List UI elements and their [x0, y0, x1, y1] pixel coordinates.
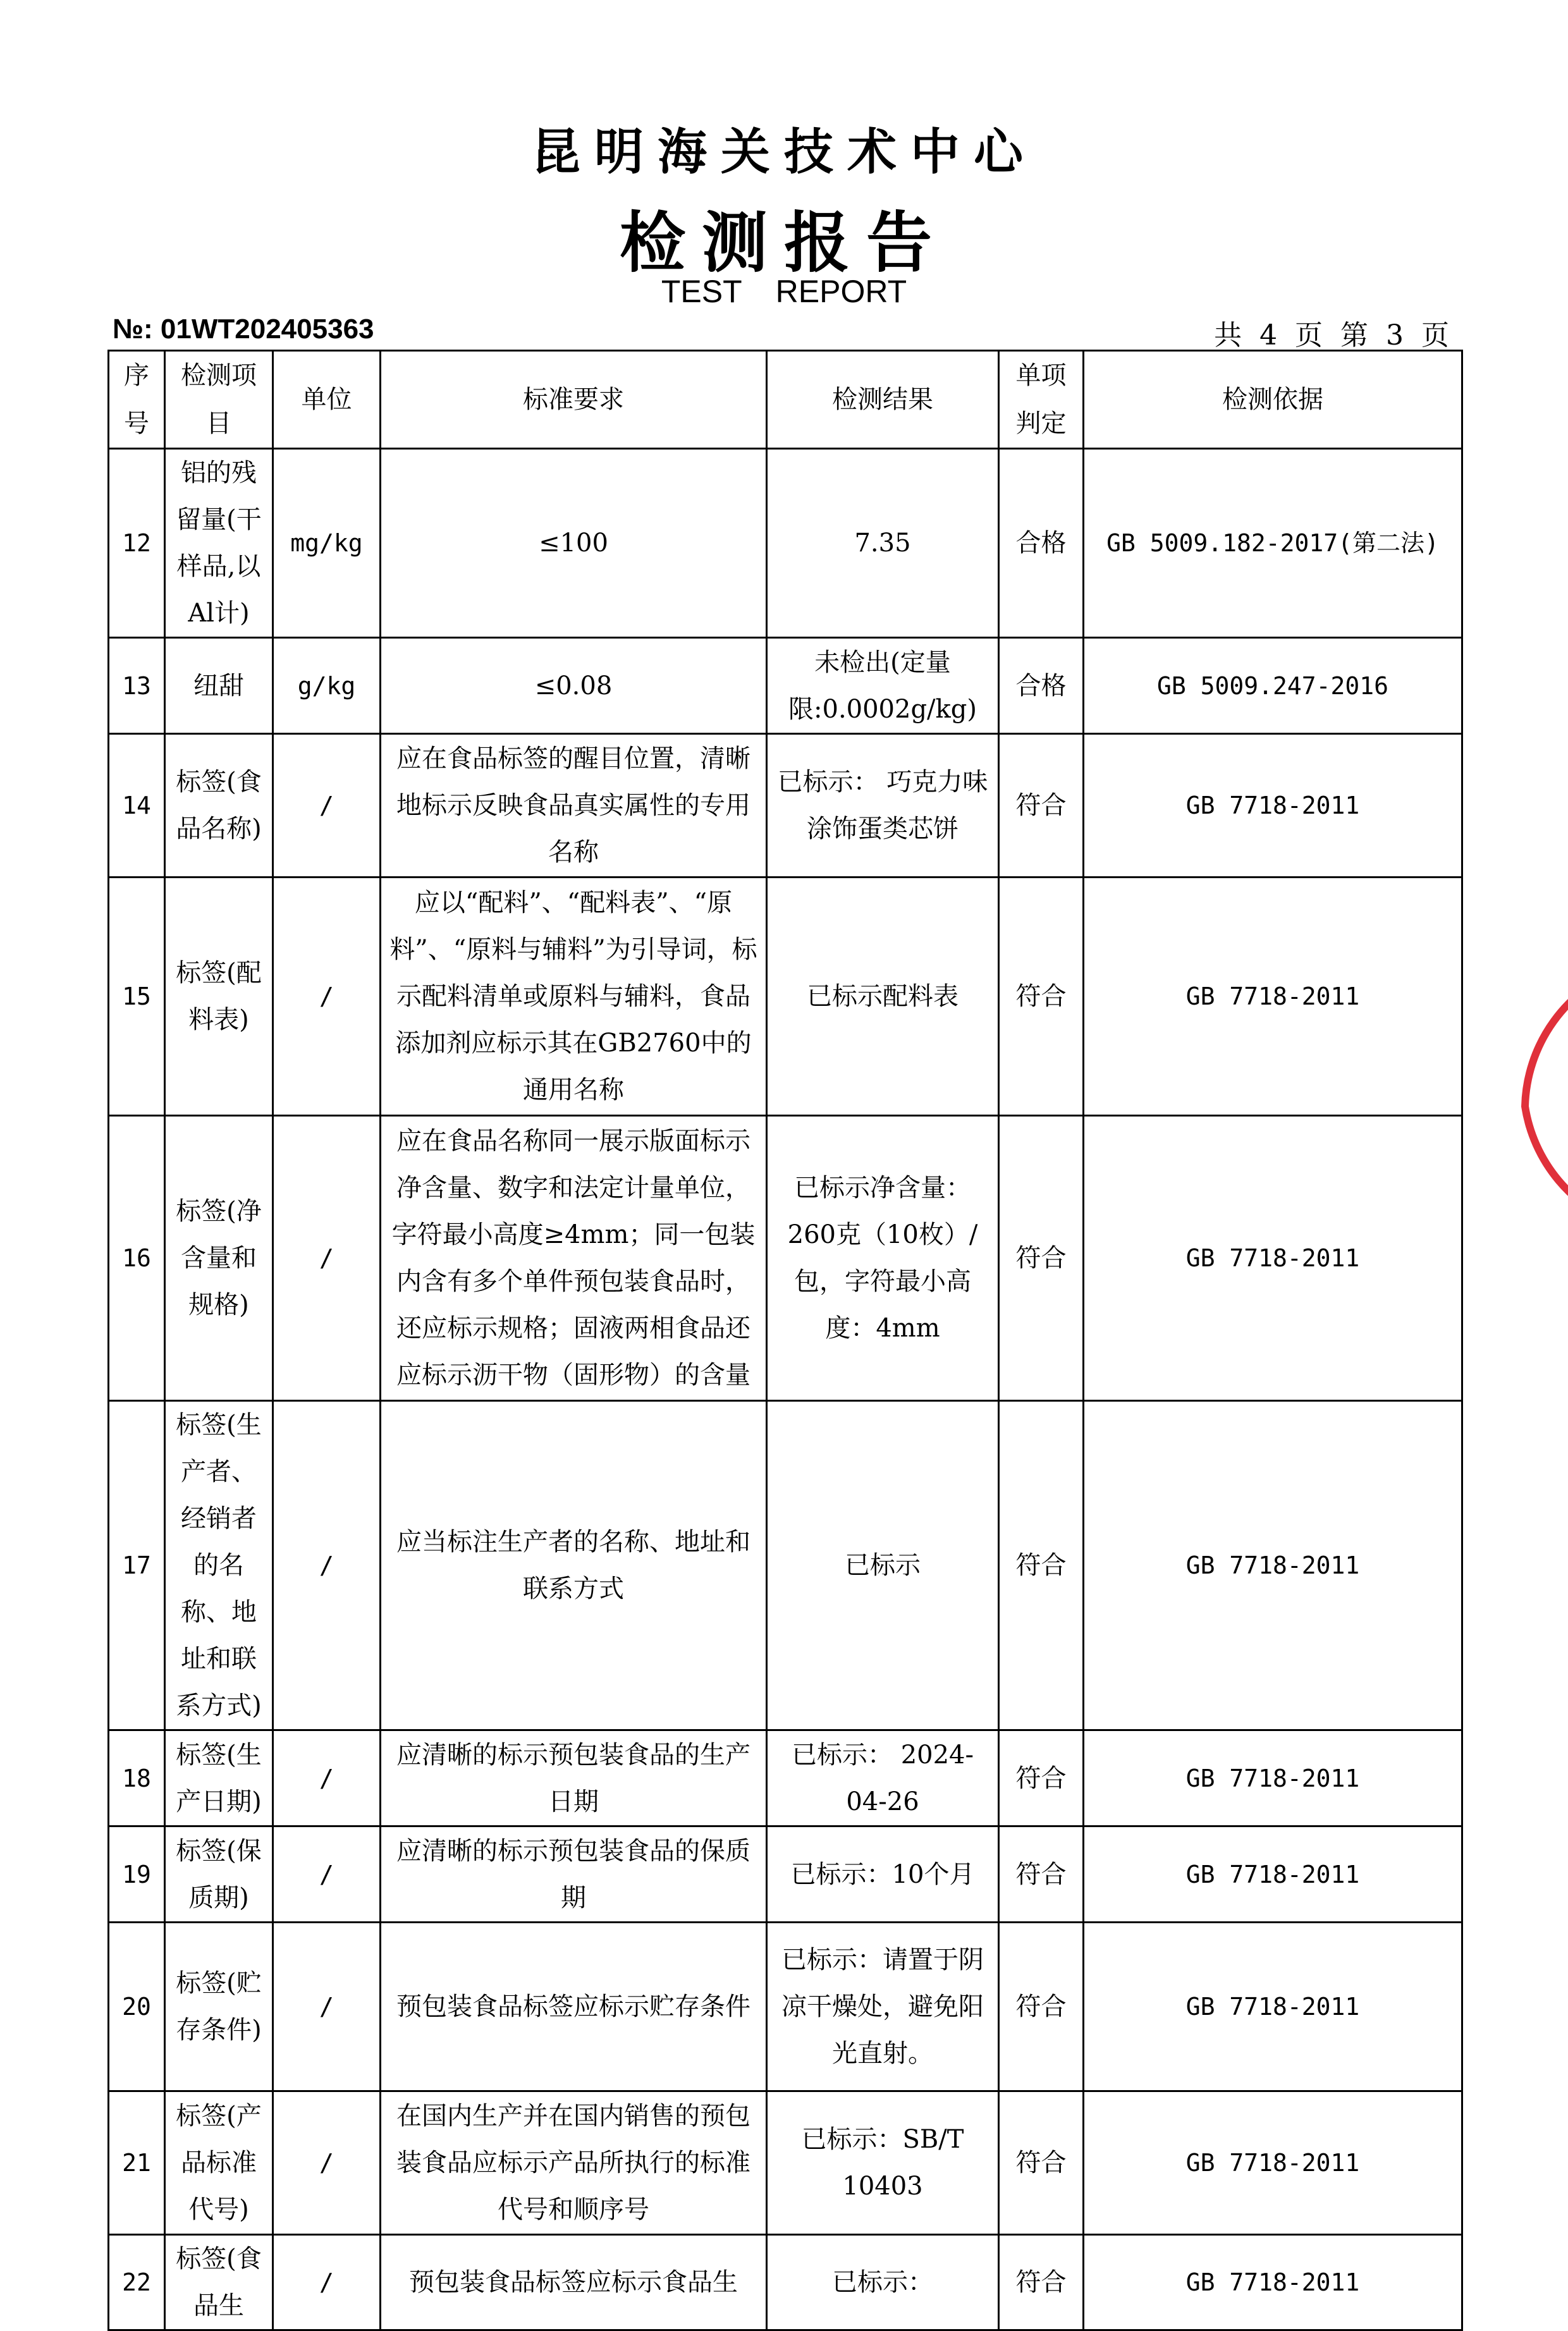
cell-requirement: 应当标注生产者的名称、地址和联系方式: [381, 1401, 767, 1730]
cell-judgment: 符合: [999, 878, 1084, 1116]
cell-result: 已标示: [767, 1401, 999, 1730]
table-row: [109, 1401, 1462, 1730]
cell-result: 已标示：请置于阴凉干燥处，避免阳光直射。: [767, 1923, 999, 2091]
cell-requirement: 应清晰的标示预包装食品的生产日期: [381, 1730, 767, 1826]
cell-requirement: 应在食品标签的醒目位置，清晰地标示反映食品真实属性的专用名称: [381, 734, 767, 878]
cell-seq: 13: [109, 638, 165, 734]
table-row: [109, 2091, 1462, 2235]
cell-requirement: 在国内生产并在国内销售的预包装食品应标示产品所执行的标准代号和顺序号: [381, 2091, 767, 2235]
cell-requirement: 应在食品名称同一展示版面标示净含量、数字和法定计量单位，字符最小高度≥4mm；同一包装内含有多个单件预包装食品时，还应标示规格；固液两相食品还应标示沥干物（固形物）的含量: [381, 1116, 767, 1401]
table-header-row: [109, 351, 1462, 449]
report-title: 检测报告: [619, 204, 948, 281]
cell-basis: GB 7718-2011: [1084, 1116, 1462, 1401]
cell-result: 已标示：SB/T 10403: [767, 2091, 999, 2235]
cell-unit: /: [273, 878, 381, 1116]
header-result: 检测结果: [767, 351, 999, 449]
cell-result: 已标示配料表: [767, 878, 999, 1116]
table-row: [109, 1826, 1462, 1923]
cell-item: 标签(食品名称): [165, 734, 273, 878]
table-row: [109, 878, 1462, 1116]
cell-item: 标签(生产者、经销者的名称、地址和联系方式): [165, 1401, 273, 1730]
cell-seq: 18: [109, 1730, 165, 1826]
cell-seq: 22: [109, 2235, 165, 2330]
cell-judgment: 符合: [999, 1923, 1084, 2091]
cell-item: 纽甜: [165, 638, 273, 734]
cell-result: 已标示：10个月: [767, 1826, 999, 1923]
cell-requirement: 预包装食品标签应标示食品生: [381, 2235, 767, 2330]
cell-unit: /: [273, 1401, 381, 1730]
header-item: 检测项目: [165, 351, 273, 449]
cell-judgment: 合格: [999, 638, 1084, 734]
cell-unit: g/kg: [273, 638, 381, 734]
header-judgment: 单项判定: [999, 351, 1084, 449]
cell-item: 标签(产品标准代号): [165, 2091, 273, 2235]
cell-seq: 17: [109, 1401, 165, 1730]
cell-requirement: 应以“配料”、“配料表”、“原料”、“原料与辅料”为引导词，标示配料清单或原料与辅料，食品添加剂应标示其在GB2760中的通用名称: [381, 878, 767, 1116]
cell-basis: GB 7718-2011: [1084, 2091, 1462, 2235]
cell-requirement: ≤100: [381, 449, 767, 638]
cell-basis: GB 5009.247-2016: [1084, 638, 1462, 734]
seal-ring: [1525, 967, 1568, 1227]
cell-unit: /: [273, 1826, 381, 1923]
cell-basis: GB 7718-2011: [1084, 1401, 1462, 1730]
cell-unit: /: [273, 1730, 381, 1826]
cell-seq: 15: [109, 878, 165, 1116]
cell-result: 已标示： 巧克力味涂饰蛋类芯饼: [767, 734, 999, 878]
cell-judgment: 符合: [999, 2235, 1084, 2330]
table-row: [109, 638, 1462, 734]
header-seq: 序号: [109, 351, 165, 449]
report-number: №: 01WT202405363: [113, 314, 374, 345]
cell-item: 标签(贮存条件): [165, 1923, 273, 2091]
cell-seq: 16: [109, 1116, 165, 1401]
cell-judgment: 符合: [999, 1116, 1084, 1401]
cell-seq: 12: [109, 449, 165, 638]
cell-result: 未检出(定量限:0.0002g/kg): [767, 638, 999, 734]
cell-item: 标签(净含量和规格): [165, 1116, 273, 1401]
header-basis: 检测依据: [1084, 351, 1462, 449]
cell-unit: /: [273, 1116, 381, 1401]
cell-item: 标签(食品生: [165, 2235, 273, 2330]
cell-requirement: 预包装食品标签应标示贮存条件: [381, 1923, 767, 2091]
cell-judgment: 符合: [999, 1730, 1084, 1826]
cell-unit: /: [273, 1923, 381, 2091]
header-requirement: 标准要求: [381, 351, 767, 449]
cell-basis: GB 7718-2011: [1084, 2235, 1462, 2330]
table-row: [109, 734, 1462, 878]
cell-seq: 21: [109, 2091, 165, 2235]
cell-judgment: 符合: [999, 1826, 1084, 1923]
cell-basis: GB 7718-2011: [1084, 878, 1462, 1116]
cell-judgment: 合格: [999, 449, 1084, 638]
official-seal: [1515, 948, 1568, 1245]
cell-seq: 20: [109, 1923, 165, 2091]
cell-basis: GB 7718-2011: [1084, 734, 1462, 878]
header-unit: 单位: [273, 351, 381, 449]
table-row: [109, 1116, 1462, 1401]
cell-unit: mg/kg: [273, 449, 381, 638]
cell-item: 标签(生产日期): [165, 1730, 273, 1826]
cell-basis: GB 7718-2011: [1084, 1826, 1462, 1923]
cell-result: 7.35: [767, 449, 999, 638]
cell-basis: GB 5009.182-2017(第二法): [1084, 449, 1462, 638]
report-title-en: TEST REPORT: [661, 274, 907, 309]
cell-result: 已标示：: [767, 2235, 999, 2330]
cell-unit: /: [273, 2235, 381, 2330]
page-info: 共 4 页 第 3 页: [1214, 319, 1449, 352]
table-row: [109, 1923, 1462, 2091]
test-results-table: [107, 350, 1463, 2331]
cell-unit: /: [273, 734, 381, 878]
cell-judgment: 符合: [999, 734, 1084, 878]
cell-item: 铝的残留量(干样品,以Al计): [165, 449, 273, 638]
table-row: [109, 449, 1462, 638]
table-row: [109, 1730, 1462, 1826]
cell-requirement: 应清晰的标示预包装食品的保质期: [381, 1826, 767, 1923]
cell-unit: /: [273, 2091, 381, 2235]
cell-result: 已标示净含量：260克（10枚）/包，字符最小高度：4mm: [767, 1116, 999, 1401]
cell-seq: 19: [109, 1826, 165, 1923]
cell-judgment: 符合: [999, 1401, 1084, 1730]
cell-item: 标签(保质期): [165, 1826, 273, 1923]
cell-requirement: ≤0.08: [381, 638, 767, 734]
cell-result: 已标示： 2024-04-26: [767, 1730, 999, 1826]
org-name: 昆明海关技术中心: [530, 123, 1037, 181]
cell-judgment: 符合: [999, 2091, 1084, 2235]
table-row: [109, 2235, 1462, 2330]
cell-seq: 14: [109, 734, 165, 878]
cell-basis: GB 7718-2011: [1084, 1923, 1462, 2091]
cell-basis: GB 7718-2011: [1084, 1730, 1462, 1826]
cell-item: 标签(配料表): [165, 878, 273, 1116]
